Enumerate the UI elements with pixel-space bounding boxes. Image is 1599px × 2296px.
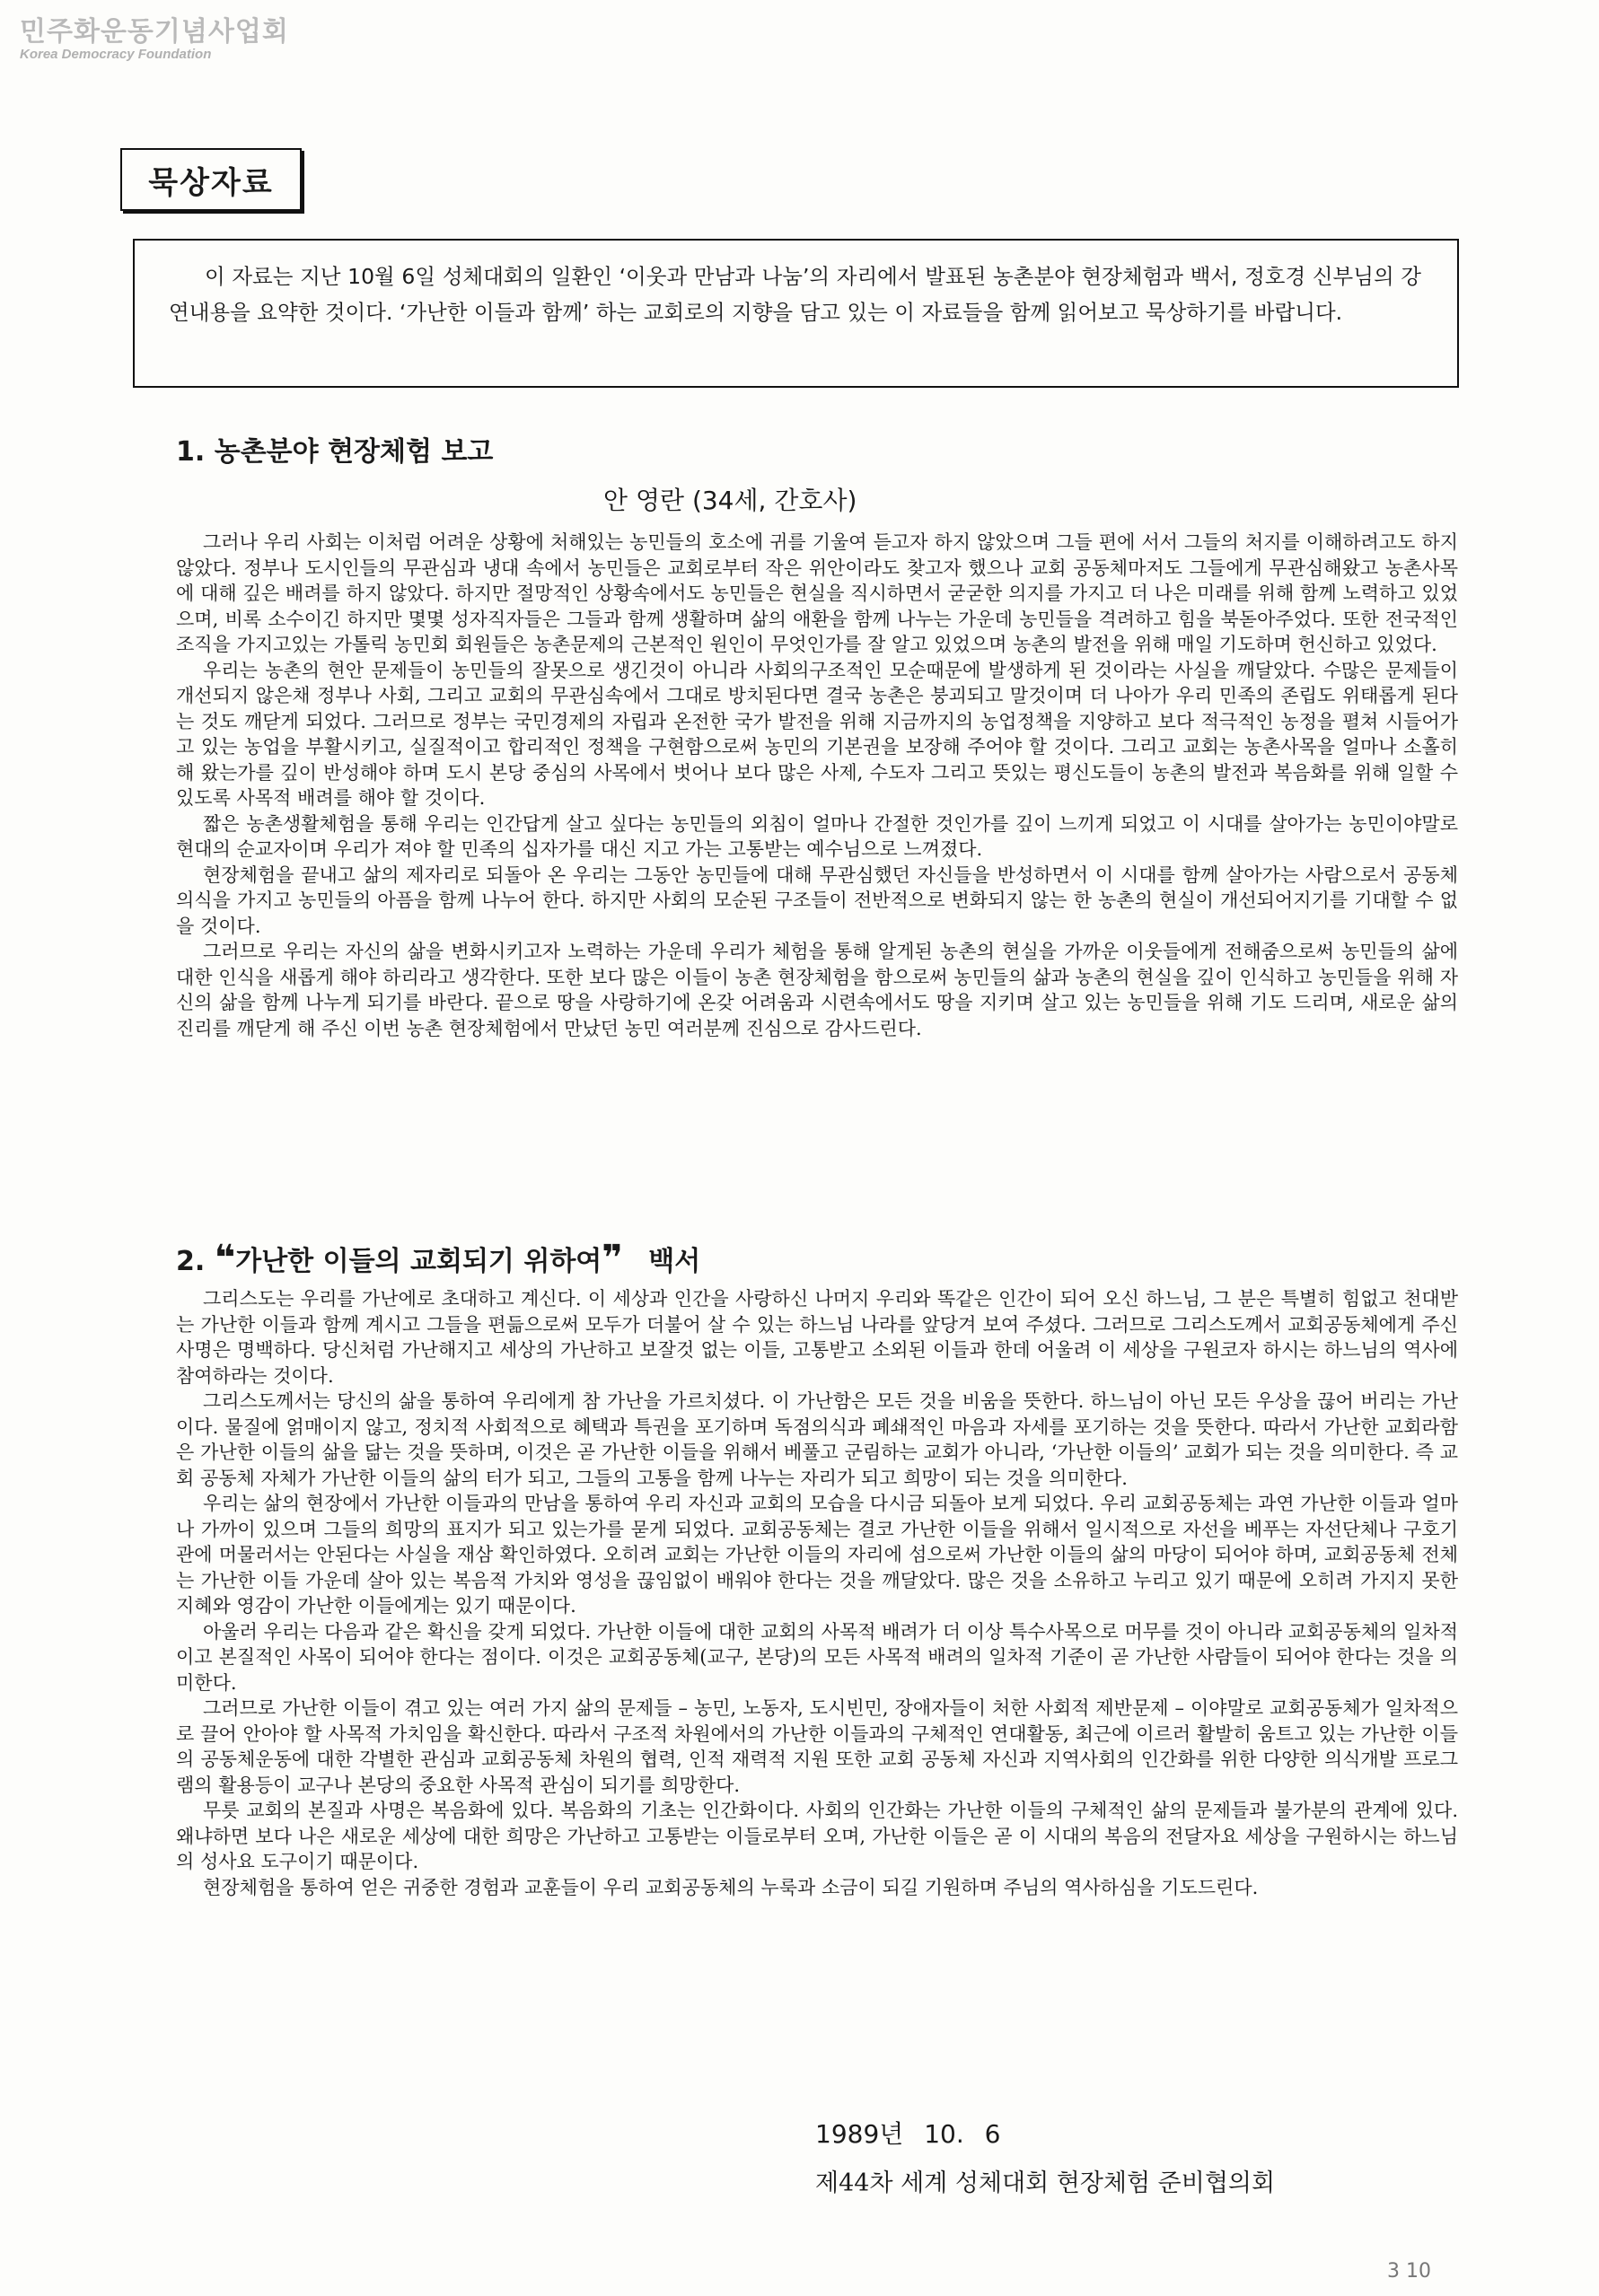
part1-heading: 1. 농촌분야 현장체험 보고 — [176, 436, 494, 468]
part2-paragraph: 그리스도께서는 당신의 삶을 통하여 우리에게 참 가난을 가르치셨다. 이 가난함은 모든 것을 비움을 뜻한다. 하느님이 아닌 모든 우상을 끊어 버리는 가난이다. 물질에 얽매이지 않고, 정치적 사회적으로 혜택과 특권을 포기하며 독점의식과 폐쇄적인 마음과 자세를 포기하는 것을 뜻한다. 따라서 가난한 교회라함은 가난한 이들의 삶을 닮는 것을 뜻하며, 이것은 곧 가난한 이들을 위해서 베풀고 군림하는 교회가 아니라, ‘가난한 이들의’ 교회가 되는 것을 의미한다. 즉 교회 공동체 자체가 가난한 이들의 삶의 터가 되고, 그들의 고통을 함께 나누는 자리가 되고 희망이 되는 것을 의미한다. — [176, 1390, 1458, 1489]
part1-paragraph: 그러나 우리 사회는 이처럼 어려운 상황에 처해있는 농민들의 호소에 귀를 기울여 듣고자 하지 않았으며 그들 편에 서서 그들의 처지를 이해하려고도 하지 않았다. 정부나 도시인들의 무관심과 냉대 속에서 농민들은 교회로부터 작은 위안이라도 찾고자 했으나 교회 공동체마저도 그들에게 무관심해왔고 농촌사목에 대해 깊은 배려를 하지 않았다. 하지만 절망적인 상황속에서도 농민들은 현실을 직시하면서 굳굳한 의지를 가지고 더 나은 미래를 위해 함께 노력하고 있었으며, 비록 소수이긴 하지만 몇몇 성자직자들은 그들과 함께 생활하며 삶의 애환을 함께 나누는 가운데 농민들을 격려하고 힘을 북돋아주었다. 또한 전국적인 조직을 가지고있는 가톨릭 농민회 회원들은 농촌문제의 근본적인 원인이 무엇인가를 잘 알고 있었으며 농촌의 발전을 위해 매일 기도하며 헌신하고 있었다. — [176, 531, 1458, 655]
part2-paragraph: 그리스도는 우리를 가난에로 초대하고 계신다. 이 세상과 인간을 사랑하신 나머지 우리와 똑같은 인간이 되어 오신 하느님, 그 분은 특별히 힘없고 천대받는 가난한 이들과 함께 계시고 그들을 편듦으로써 모두가 더불어 살 수 있는 하느님 나라를 앞당겨 보여 주셨다. 그러므로 그리스도께서 교회공동체에게 주신 사명은 명백하다. 당신처럼 가난해지고 세상의 가난하고 보잘것 없는 이들, 고통받고 소외된 이들과 한데 어울려 이 세상을 구원코자 하시는 하느님의 역사에 참여하라는 것이다. — [176, 1288, 1458, 1387]
close-quote-mark: ❞ — [602, 1238, 623, 1279]
part2-paragraph: 그러므로 가난한 이들이 겪고 있는 여러 가지 삶의 문제들 – 농민, 노동자, 도시빈민, 장애자들이 처한 사회적 제반문제 – 이야말로 교회공동체가 일차적으로 끌어 안아야 할 사목적 가치임을 확신한다. 따라서 구조적 차원에서의 가난한 이들과의 구체적인 연대활동, 최근에 이르러 활발히 움트고 있는 가난한 이들의 공동체운동에 대한 각별한 관심과 교회공동체 차원의 협력, 인적 재력적 지원 또한 교회 공동체 자신과 지역사회의 인간화를 위한 다양한 의식개발 프로그램의 활용등이 교구나 본당의 중요한 사목적 관심이 되기를 희망한다. — [176, 1697, 1458, 1796]
part1-paragraph: 짧은 농촌생활체험을 통해 우리는 인간답게 살고 싶다는 농민들의 외침이 얼마나 간절한 것인가를 깊이 느끼게 되었고 이 시대를 살아가는 농민이야말로 현대의 순교자이며 우리가 져야 할 민족의 십자가를 대신 지고 가는 고통받는 예수님으로 느껴졌다. — [176, 812, 1458, 860]
intro-box: 이 자료는 지난 10월 6일 성체대회의 일환인 ‘이웃과 만남과 나눔’의 자리에서 발표된 농촌분야 현장체험과 백서, 정호경 신부님의 강연내용을 요약한 것이다. ‘가난한 이들과 함께’ 하는 교회로의 지향을 담고 있는 이 자료들을 함께 읽어보고 묵상하기를 바랍니다. — [133, 239, 1459, 388]
watermark-english: Korea Democracy Foundation — [20, 47, 212, 62]
part1-body — [176, 530, 1458, 1041]
part2-paragraph: 현장체험을 통하여 얻은 귀중한 경험과 교훈들이 우리 교회공동체의 누룩과 소금이 되길 기원하며 주님의 역사하심을 기도드린다. — [203, 1876, 1259, 1898]
part2-paragraph: 우리는 삶의 현장에서 가난한 이들과의 만남을 통하여 우리 자신과 교회의 모습을 다시금 되돌아 보게 되었다. 우리 교회공동체는 과연 가난한 이들과 얼마나 가까이 있으며 그들의 희망의 표지가 되고 있는가를 묻게 되었다. 교회공동체는 결코 가난한 이들을 위해서 일시적으로 자선을 베푸는 자선단체나 구호기관에 머물러서는 안된다는 사실을 재삼 확인하였다. 오히려 교회는 가난한 이들의 자리에 섬으로써 가난한 이들의 삶의 마당이 되어야 하며, 교회공동체 전체는 가난한 이들 가운데 살아 있는 복음적 가치와 영성을 끊임없이 배워야 한다는 것을 깨달았다. 많은 것을 소유하고 누리고 있기 때문에 오히려 가지지 못한 지혜와 영감이 가난한 이들에게는 있기 때문이다. — [176, 1493, 1458, 1617]
part2-paragraph: 무릇 교회의 본질과 사명은 복음화에 있다. 복음화의 기초는 인간화이다. 사회의 인간화는 가난한 이들의 구체적인 삶의 문제들과 불가분의 관계에 있다. 왜냐하면 보다 나은 새로운 세상에 대한 희망은 가난하고 고통받는 이들로부터 오며, 가난한 이들은 곧 이 시대의 복음의 전달자요 세상을 구원하시는 하느님의 성사요 도구이기 때문이다. — [176, 1800, 1458, 1872]
watermark-korean: 민주화운동기념사업회 — [20, 16, 289, 48]
part2-heading-suffix: 백서 — [648, 1246, 701, 1277]
part2-heading-title: 가난한 이들의 교회되기 위하여 — [235, 1246, 602, 1277]
open-quote-mark: ❝ — [214, 1238, 236, 1279]
section-label: 묵상자료 — [120, 148, 302, 211]
part2-paragraph: 아울러 우리는 다음과 같은 확신을 갖게 되었다. 가난한 이들에 대한 교회의 사목적 배려가 더 이상 특수사목으로 머무를 것이 아니라 교회공동체의 일차적이고 본질적인 사목이 되어야 한다는 점이다. 이것은 교회공동체(교구, 본당)의 모든 사목적 배려의 일차적 기준이 곧 가난한 사람들이 되어야 한다는 것을 의미한다. — [176, 1620, 1458, 1694]
watermark-logo — [20, 9, 289, 62]
signature-date: 1989년 10. 6 — [815, 2119, 1001, 2149]
part1-paragraph: 그러므로 우리는 자신의 삶을 변화시키고자 노력하는 가운데 우리가 체험을 통해 알게된 농촌의 현실을 가까운 이웃들에게 전해줌으로써 농민들의 삶에 대한 인식을 새롭게 해야 하리라고 생각한다. 또한 보다 많은 이들이 농촌 현장체험을 함으로써 농민들의 삶과 농촌의 현실을 깊이 인식하고 농민들을 위해 자신의 삶을 함께 나누게 되기를 바란다. 끝으로 땅을 사랑하기에 온갖 어려움과 시련속에서도 땅을 지키며 살고 있는 농민들을 위해 기도 드리며, 새로운 삶의 진리를 깨닫게 해 주신 이번 농촌 현장체험에서 만났던 농민 여러분께 진심으로 감사드린다. — [176, 941, 1458, 1039]
page-mark: 3 10 — [1387, 2260, 1431, 2283]
part1-paragraph: 우리는 농촌의 현안 문제들이 농민들의 잘못으로 생긴것이 아니라 사회의구조적인 모순때문에 발생하게 된 것이라는 사실을 깨달았다. 수많은 문제들이 개선되지 않은채 정부나 사회, 그리고 교회의 무관심속에서 그대로 방치된다면 결국 농촌은 붕괴되고 말것이며 더 나아가 우리 민족의 존립도 위태롭게 된다는 것도 깨닫게 되었다. 그러므로 정부는 국민경제의 자립과 온전한 국가 발전을 위해 지금까지의 농업정책을 지양하고 보다 적극적인 농정을 펼쳐 시들어가고 있는 농업을 부활시키고, 실질적이고 합리적인 정책을 구현함으로써 농민의 기본권을 보장해 주어야 할 것이다. 그리고 교회는 농촌사목을 얼마나 소홀히 해 왔는가를 깊이 반성해야 하며 도시 본당 중심의 사목에서 벗어나 보다 많은 사제, 수도자 그리고 뜻있는 평신도들이 농촌의 발전과 복음화를 위해 일할 수 있도록 사목적 배려를 해야 할 것이다. — [176, 659, 1458, 809]
part2-heading-number: 2. — [176, 1246, 206, 1277]
part1-author: 안 영란 (34세, 간호사) — [603, 486, 857, 515]
part2-heading — [176, 1239, 700, 1278]
part1-paragraph: 현장체험을 끝내고 삶의 제자리로 되돌아 온 우리는 그동안 농민들에 대해 무관심했던 자신들을 반성하면서 이 시대를 함께 살아가는 사람으로서 공동체 의식을 가지고 농민들의 아픔을 함께 나누어 한다. 하지만 사회의 모순된 구조들이 전반적으로 변화되지 않는 한 농촌의 현실이 개선되어지기를 기대할 수 없을 것이다. — [176, 863, 1458, 937]
signature-organization: 제44차 세계 성체대회 현장체험 준비협의회 — [815, 2169, 1276, 2197]
part2-body — [176, 1286, 1458, 1900]
